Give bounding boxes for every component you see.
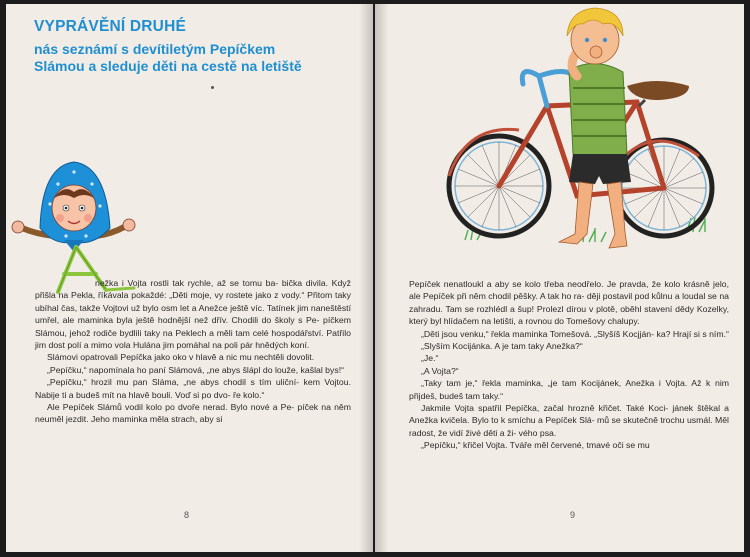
- subtitle-line: nás seznámí s devítiletým Pepíčkem: [34, 41, 276, 57]
- text-line: ře kolo.“: [233, 389, 265, 400]
- paragraph: [35, 364, 351, 376]
- text-line: jánek štěkal a Anežka kvičela. Bylo to k smíchu a Pepíček Slá-: [409, 403, 730, 426]
- decor-dot: [211, 86, 214, 89]
- paragraph: [409, 439, 729, 451]
- paragraph: [409, 278, 729, 328]
- chapter-title: VYPRÁVĚNÍ DRUHÉ: [34, 18, 186, 35]
- boy-with-bicycle-illustration: [427, 6, 727, 268]
- left-page: [6, 4, 373, 552]
- page-gutter-shadow: [375, 4, 389, 552]
- paragraph: [35, 376, 351, 401]
- text-line: Ale Pepíček Slámů vodil kolo po dvoře nerad. Bylo nové a Pe-: [47, 402, 295, 413]
- text-line: dovolit.: [286, 352, 315, 363]
- paragraph: [409, 377, 729, 402]
- text-line: bička divila. Když přišla na Pekla, říkávala pokaždé: „Děti moje,: [35, 278, 351, 301]
- text-line: „Pepíčku,“ křičel Vojta. Tváře měl červené, tmavé oči se mu: [421, 440, 650, 451]
- text-line: a šup! Prolezl dírou v plotě, oběhl stavení dědy Kozelky, který: [409, 303, 730, 327]
- left-body-text: [35, 277, 351, 426]
- text-line: „Pepíčku,“ napomínala ho paní Slámová, „ne abys šlápl do: [47, 364, 273, 375]
- text-line: vého psa.: [518, 427, 557, 438]
- text-line: bylo osm let a Anežce ještě víc. Tatínek jim naneštěstí umřel,: [35, 302, 351, 326]
- text-line: ději postavil pod kůlnu a loudal se na zahradu. Tam se rozhlédl: [409, 291, 729, 314]
- paragraph: [409, 328, 729, 340]
- text-line: „Pepíčku,“ hrozil mu pan Sláma, „ne abys chodil s tím uliční-: [47, 377, 300, 388]
- page-number-left: 8: [184, 510, 190, 520]
- paragraph: [35, 401, 351, 426]
- subtitle-line: Slámou a sleduje děti na cestě na letiště: [34, 58, 302, 74]
- text-line: „Je.“: [421, 353, 439, 364]
- text-line: nežka i Vojta rostli tak rychle, až se tomu ba-: [95, 278, 279, 288]
- paragraph: [35, 351, 351, 363]
- page-gutter-shadow: [359, 4, 373, 552]
- text-line: byl hlídačem na letišti, a rovnou do Tomešovy chalupy.: [430, 316, 640, 327]
- text-line: Slámovi opatrovali Pepíčka jako oko v hlavě a nic mu nechtěli: [47, 352, 285, 363]
- text-line: pomáhal na poli pár hnědých koní.: [176, 340, 310, 351]
- text-line: celé hospodářství. Patřilo jim dost polí a mimo vola Hulána jim: [35, 327, 352, 351]
- paragraph: [35, 277, 351, 351]
- paragraph: [409, 365, 729, 377]
- text-line: ale maminka byla ještě hodnější než dřív. Chodili do školy s Pe-: [62, 315, 320, 326]
- text-line: kem Vojtou. Nabije ti a budeš mít na hlavě bouli. Voď si po dvo-: [35, 377, 351, 400]
- text-line: Jakmile Vojta spatřil Pepíčka, začal hrozně křičet. Také Koci-: [421, 403, 669, 414]
- text-line: vy rostete jako z vody.“ Přitom taky ubíhal čas, takže Vojtovi už: [35, 290, 351, 313]
- text-line: louže, kašlal bys!“: [274, 364, 344, 375]
- text-line: Pepíček nenatloukl a aby se kolo třeba neodřelo. Je pravda, že: [409, 279, 661, 289]
- paragraph: [409, 352, 729, 364]
- text-line: píčkem Slámou, jehož rodiče bydlili taky na Peklech a měli tam: [35, 315, 352, 338]
- text-line: píček na něm neuměl jezdit. Jeho maminka měla strach, aby si: [35, 402, 351, 425]
- text-line: i Vojta. Až k nim přijdeš, budeš tam taky.“: [409, 378, 729, 401]
- text-line: „A Vojta?“: [421, 365, 459, 376]
- right-page: [375, 4, 744, 552]
- chapter-subtitle: [34, 41, 364, 75]
- text-line: ka? Hrají si s ním.“: [656, 328, 729, 339]
- text-line: „Slyším Kocijánka. A je tam taky Anežka?“: [421, 341, 583, 352]
- paragraph: [409, 340, 729, 352]
- text-line: mů se skutečně trochu usmál. Měl radost, že vidí živé děti a ži-: [409, 415, 729, 438]
- paragraph: [409, 402, 729, 439]
- right-body-text: [409, 278, 729, 452]
- text-line: kolo krásně jelo, ale Pepíček při něm chodil pěšky. A tak ho ra-: [409, 279, 729, 302]
- text-line: „Děti jsou venku,“ řekla maminka Tomešová. „Slyšíš Kocjján-: [421, 328, 655, 339]
- page-number-right: 9: [570, 510, 576, 520]
- text-line: „Taky tam je,“ řekla maminka, „je tam Kocijánek, Anežka: [421, 378, 655, 389]
